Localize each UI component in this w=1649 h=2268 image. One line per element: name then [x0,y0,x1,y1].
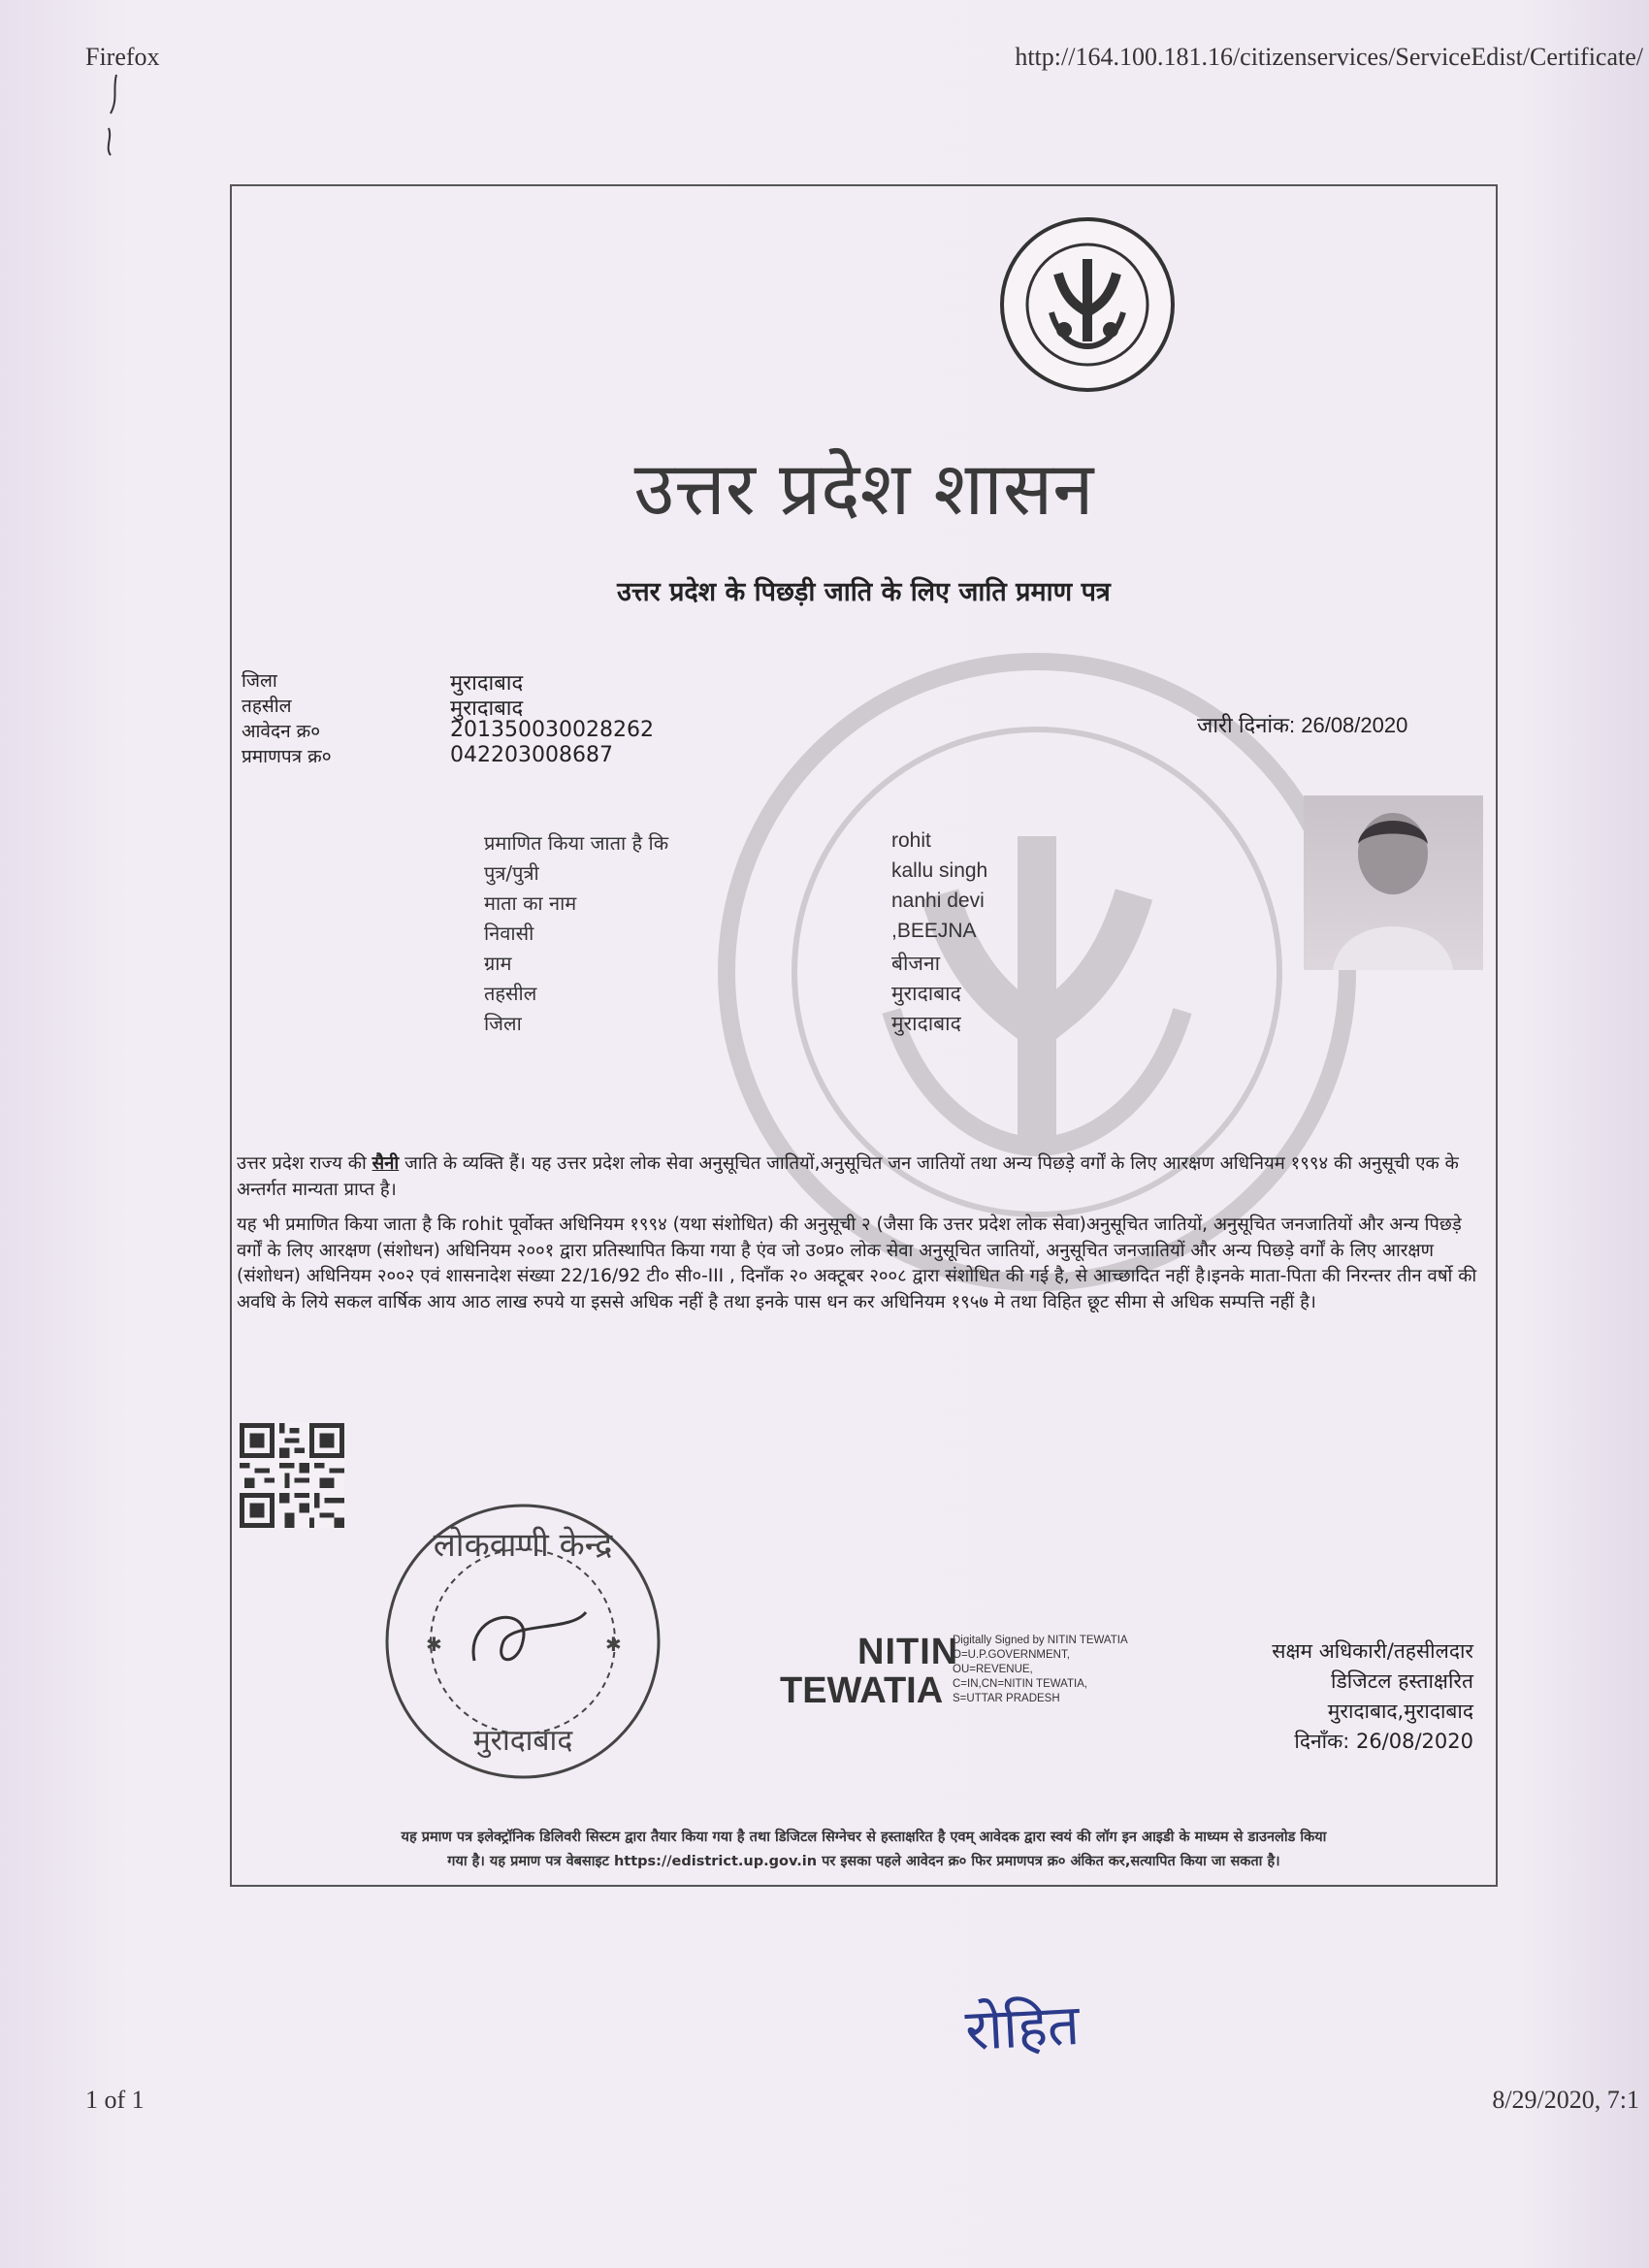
info-row [242,667,727,696]
signature-detail-line: S=UTTAR PRADESH [953,1693,1060,1704]
stamp-text-top: लोकवाणी केन्द्र [433,1526,613,1565]
detail-label: निवासी [484,922,534,945]
detail-row [484,980,1066,1010]
handwritten-signature: रोहित [963,1991,1082,2064]
caste-name: सैनी [372,1153,400,1174]
statement-end: जाति के व्यक्ति हैं। यह उत्तर प्रदेश लोक सेवा अनुसूचित जातियों,अनुसूचित जन जातियों तथा अन्य पिछड़े वर्गों के लिए आरक्षण अधिनियम १९९४ की अनुसूची एक के अन्तर्गत मान्यता प्राप्त है। [237,1153,1459,1200]
detail-label: माता का नाम [484,891,577,915]
info-label: जिला [242,670,277,692]
info-value: मुरादाबाद [450,697,524,721]
applicant-details [484,829,1066,1040]
detail-row [484,1010,1066,1040]
detail-label: पुत्र/पुत्री [484,861,539,885]
village: बीजना [891,953,941,975]
svg-text:✱: ✱ [605,1633,622,1656]
certificate-footer [232,1826,1496,1874]
signer-last-name: TEWATIA [780,1670,944,1711]
tehsil: मुरादाबाद [891,983,961,1005]
certification-paragraph: यह भी प्रमाणित किया जाता है कि rohit पूर्वोक्त अधिनियम १९९४ (यथा संशोधित) की अनुसूची २ (जैसा कि उत्तर प्रदेश लोक सेवा)अनुसूचित जातियों, अनुसूचित जनजातियों और अन्य पिछड़े वर्गों के लिए आरक्षण (संशोधन) अधिनियम २००१ द्वारा प्रतिस्थापित किया गया है एंव जो उ०प्र० लोक सेवा अनुसूचित जातियों, अनुसूचित जनजातियों और अन्य पिछड़े वर्गों के लिए आरक्षण (संशोधन) अधिनियम २००२ एवं शासनादेश संख्या 22/16/92 टी० सी०-III , दिनाँक २० अक्टूबर २००८ द्वारा संशोधित की गई है, से आच्छादित नहीं है।इनके माता-पिता की निरन्तर तीन वर्षो की अवधि के लिये सकल वार्षिक आय आठ लाख रुपये या इससे अधिक नहीं है तथा इनके पास धन कर अधिनियम १९५७ मे तथा विहित छूट सीमा से अधिक सम्पत्ति नहीं है। [237,1215,1477,1312]
signed-by: Digitally Signed by NITIN TEWATIA [953,1635,1128,1646]
certificate-number: 042203008687 [450,743,613,767]
issue-date: जारी दिनांक: 26/08/2020 [1197,713,1408,737]
signature-details [953,1634,1185,1706]
signer-first-name: NITIN [857,1632,959,1672]
detail-row [484,859,1066,890]
statement-start: उत्तर प्रदेश राज्य की [237,1153,372,1174]
government-title: उत्तर प्रदेश शासन [633,445,1094,532]
caste-statement [237,1151,1483,1203]
footer-line: यह प्रमाण पत्र इलेक्ट्रॉनिक डिलिवरी सिस्टम द्वारा तैयार किया गया है तथा डिजिटल सिग्नेचर से हस्ताक्षरित है एवम् आवेदक द्वारा स्वयं की लॉग इन आइडी के माध्यम से डाउनलोड किया [401,1830,1327,1845]
detail-label: तहसील [484,982,537,1005]
pen-scribble-icon [99,70,128,157]
residence: ,BEEJNA [891,920,977,942]
signature-detail-line: OU=REVENUE, [953,1664,1033,1675]
footer-line: गया है। यह प्रमाण पत्र वेबसाइट https://edistrict.up.gov.in पर इसका पहले आवेदन क्र० फिर प्रमाणपत्र क्र० अंकित कर,सत्यापित किया जा सकता है। [447,1854,1280,1869]
signature-detail-line: O=U.P.GOVERNMENT, [953,1649,1070,1661]
digital-signature-block [780,1632,1187,1738]
detail-row [484,829,1066,859]
svg-text:✱: ✱ [426,1633,442,1656]
info-value: मुरादाबाद [450,671,524,696]
browser-name: Firefox [85,43,160,71]
signature-detail-line: C=IN,CN=NITIN TEWATIA, [953,1678,1088,1690]
up-government-emblem-icon [998,215,1178,395]
officer-designation: सक्षम अधिकारी/तहसीलदार [1272,1639,1473,1663]
application-number: 201350030028262 [450,718,654,742]
page-count: 1 of 1 [85,2086,145,2114]
applicant-name: rohit [891,829,931,852]
info-label: तहसील [242,696,292,717]
certificate-title: उत्तर प्रदेश के पिछड़ी जाति के लिए जाति प्रमाण पत्र [617,577,1111,607]
applicant-photo [1304,795,1483,970]
issuing-officer [1182,1636,1473,1757]
info-row [242,743,727,768]
person-photo-icon [1304,795,1483,970]
detail-row [484,920,1066,950]
father-name: kallu singh [891,859,988,882]
detail-label: जिला [484,1012,522,1035]
stamp-text-bottom: मुरादाबाद [472,1724,573,1758]
info-label: आवेदन क्र० [242,721,321,742]
officer-date: दिनाँक: 26/08/2020 [1294,1730,1473,1753]
officer-sign-type: डिजिटल हस्ताक्षरित [1331,1669,1473,1693]
qr-code-icon [240,1423,344,1528]
round-stamp-icon [377,1496,668,1787]
district: मुरादाबाद [891,1013,961,1035]
detail-row [484,950,1066,980]
detail-label: प्रमाणित किया जाता है कि [484,831,669,855]
page-url: http://164.100.181.16/citizenservices/ServiceEdist/Certificate/ [1015,43,1643,71]
officer-location: मुरादाबाद,मुरादाबाद [1327,1700,1473,1723]
office-stamp [377,1496,668,1787]
info-row [242,693,727,721]
info-label: प्रमाणपत्र क्र० [242,746,332,767]
certificate-frame [230,184,1498,1887]
info-row [242,718,727,743]
detail-label: ग्राम [484,952,512,975]
print-datetime: 8/29/2020, 7:1 [1492,2086,1639,2114]
mother-name: nanhi devi [891,890,985,912]
application-info [242,667,727,768]
detail-row [484,890,1066,920]
